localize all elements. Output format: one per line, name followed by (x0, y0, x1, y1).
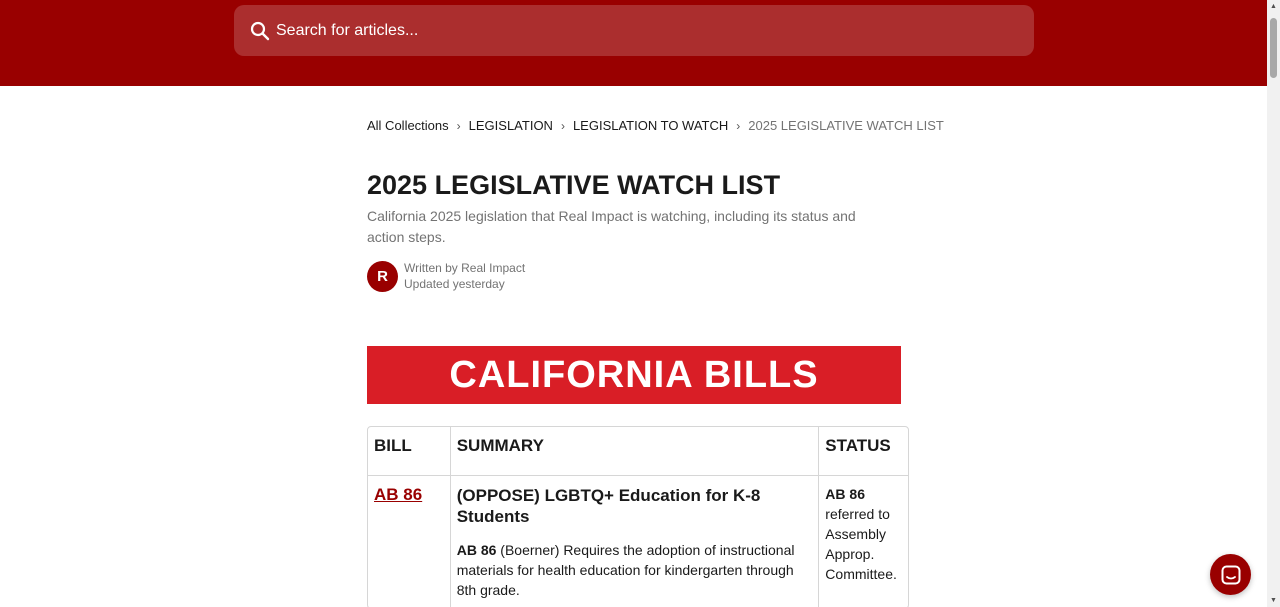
search-icon (250, 21, 270, 41)
summary-bill-ref: AB 86 (456, 542, 497, 558)
status-body (825, 484, 902, 584)
bill-cell (368, 476, 450, 607)
chat-launcher-button[interactable] (1210, 554, 1251, 595)
scroll-up-arrow-icon[interactable]: ▲ (1270, 3, 1277, 10)
summary-cell (450, 476, 819, 607)
chevron-right-icon: › (560, 118, 565, 133)
bills-table (367, 426, 909, 607)
author-meta (404, 260, 525, 292)
page-scrollbar[interactable] (1267, 0, 1280, 607)
summary-body (457, 540, 813, 600)
breadcrumb-all-collections[interactable]: All Collections (367, 118, 449, 133)
california-bills-banner: CALIFORNIA BILLS (367, 346, 901, 404)
header-summary: SUMMARY (450, 427, 819, 475)
breadcrumb-legislation-to-watch[interactable]: LEGISLATION TO WATCH (572, 118, 729, 133)
site-header (0, 0, 1267, 86)
table-header-row (368, 427, 908, 475)
status-bill-ref: AB 86 (825, 486, 865, 502)
search-input[interactable] (276, 22, 976, 40)
summary-text: (Boerner) Requires the adoption of instructional materials for health education for kindergarten through 8th grade. (456, 542, 795, 598)
page-title: 2025 LEGISLATIVE WATCH LIST (367, 170, 781, 200)
chat-icon (1221, 565, 1241, 585)
status-cell (818, 476, 908, 607)
chevron-right-icon: › (736, 118, 741, 133)
author-info (367, 260, 525, 292)
header-status: STATUS (818, 427, 908, 475)
status-text: referred to Assembly Approp. Committee. (825, 506, 897, 582)
scroll-down-arrow-icon[interactable]: ▼ (1270, 597, 1277, 604)
updated-time: Updated yesterday (404, 277, 505, 291)
header-bill: BILL (374, 436, 412, 455)
avatar: R (367, 261, 398, 292)
table-row (368, 475, 908, 607)
breadcrumb-legislation[interactable]: LEGISLATION (468, 118, 553, 133)
article-description: California 2025 legislation that Real Impact is watching, including its status and action steps. (367, 208, 856, 245)
search-bar[interactable] (234, 5, 1034, 56)
bill-link-ab86[interactable]: AB 86 (374, 485, 423, 504)
breadcrumb-current: 2025 LEGISLATIVE WATCH LIST (748, 118, 944, 133)
chevron-right-icon: › (456, 118, 461, 133)
breadcrumb (367, 118, 944, 133)
written-by: Written by Real Impact (404, 261, 526, 275)
summary-title: (OPPOSE) LGBTQ+ Education for K-8 Students (456, 486, 761, 526)
scrollbar-thumb[interactable] (1270, 18, 1277, 78)
